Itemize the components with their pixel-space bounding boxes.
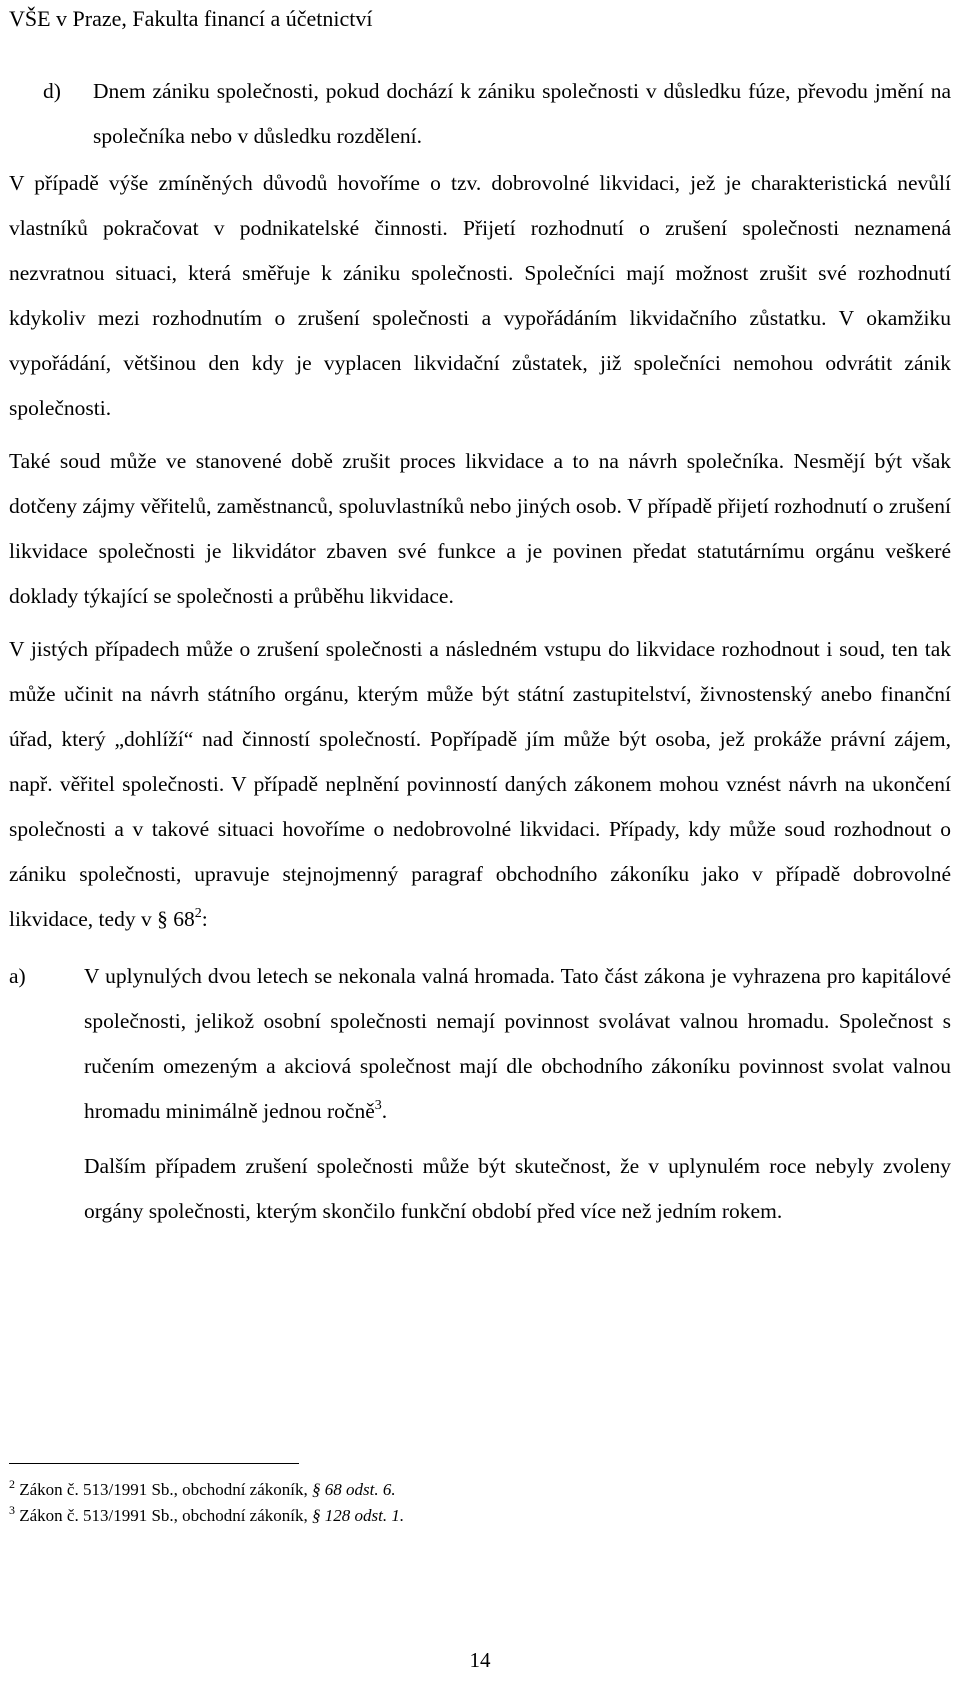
footnote-text: Zákon č. 513/1991 Sb., obchodní zákoník,	[19, 1480, 312, 1499]
list-item-text: Dnem zániku společnosti, pokud dochází k zániku společnosti v důsledku fúze, převodu jmění na společníka nebo v důsledku rozdělení.	[93, 79, 951, 148]
footnote	[9, 1503, 404, 1529]
page-header: VŠE v Praze, Fakulta financí a účetnictví	[9, 6, 373, 31]
footnote	[9, 1477, 404, 1503]
list-item-label: a)	[9, 964, 26, 988]
list-item-d	[9, 69, 951, 159]
list-item-a	[9, 954, 951, 1134]
footnotes	[9, 1477, 404, 1529]
footnote-text: Zákon č. 513/1991 Sb., obchodní zákoník,	[19, 1506, 312, 1525]
paragraph-court-cancel: Také soud může ve stanovené době zrušit proces likvidace a to na návrh společníka. Nesmějí být však dotčeny zájmy věřitelů, zaměstnanců, spoluvlastníků nebo jiných osob. V případě přijetí rozhodnutí o zrušení likvidace společnosti je likvidátor zbaven své funkce a je povinen předat statutárnímu orgánu veškeré doklady týkající se společnosti a průběhu likvidace.	[9, 449, 951, 608]
list-item-body: V uplynulých dvou letech se nekonala valná hromada. Tato část zákona je vyhrazena pro kapitálové společnosti, jelikož osobní společnosti nemají povinnost svolávat valnou hromadu. Společnost s ručením omezeným a akciová společnost mají dle obchodního zákoníku povinnost svolat valnou hromadu minimálně jednou ročně	[84, 964, 951, 1123]
paragraph-organs-not-elected: Dalším případem zrušení společnosti může být skutečnost, že v uplynulém roce nebyly zvoleny orgány společnosti, kterým skončilo funkční období před více než jedním rokem.	[84, 1154, 951, 1223]
footnote-ref: 2	[194, 906, 202, 921]
footnote-ref: 3	[374, 1098, 382, 1113]
list-item-end: .	[381, 1099, 388, 1123]
footnote-divider	[9, 1463, 299, 1464]
paragraph-voluntary-liquidation: V případě výše zmíněných důvodů hovoříme o tzv. dobrovolné likvidaci, jež je charakteristická nevůlí vlastníků pokračovat v podnikatelské činnosti. Přijetí rozhodnutí o zrušení společnosti neznamená nezvratnou situaci, která směřuje k zániku společnosti. Společníci mají možnost zrušit své rozhodnutí kdykoliv mezi rozhodnutím o zrušení společnosti a vypořádáním likvidačního zůstatku. V okamžiku vypořádání, většinou den kdy je vyplacen likvidační zůstatek, již společníci nemohou odvrátit zánik společnosti.	[9, 171, 951, 420]
footnote-ref-text: § 68 odst. 6.	[312, 1480, 396, 1499]
document-body	[9, 69, 951, 1256]
paragraph-involuntary-liquidation	[9, 627, 951, 942]
list-item-label: d)	[43, 79, 61, 103]
page-number: 14	[469, 1648, 491, 1672]
paragraph-end: :	[201, 907, 208, 931]
footnote-number: 3	[9, 1503, 15, 1517]
list-item-text	[84, 954, 951, 1134]
footnote-number: 2	[9, 1477, 15, 1491]
footnote-ref-text: § 128 odst. 1.	[312, 1506, 405, 1525]
paragraph-text: V jistých případech může o zrušení společnosti a následném vstupu do likvidace rozhodnout i soud, ten tak může učinit na návrh státního orgánu, kterým může být státní zastupitelství, živnostenský anebo finanční úřad, který „dohlíží“ nad činností společností. Popřípadě jím může být osoba, jež prokáže právní zájem, např. věřitel společnosti. V případě neplnění povinností daných zákonem mohou vznést návrh na ukončení společnosti a v takové situaci hovoříme o nedobrovolné likvidaci. Případy, kdy může soud rozhodnout o zániku společnosti, upravuje stejnojmenný paragraf obchodního zákoníku jako v případě dobrovolné likvidace, tedy v § 68	[9, 637, 951, 931]
